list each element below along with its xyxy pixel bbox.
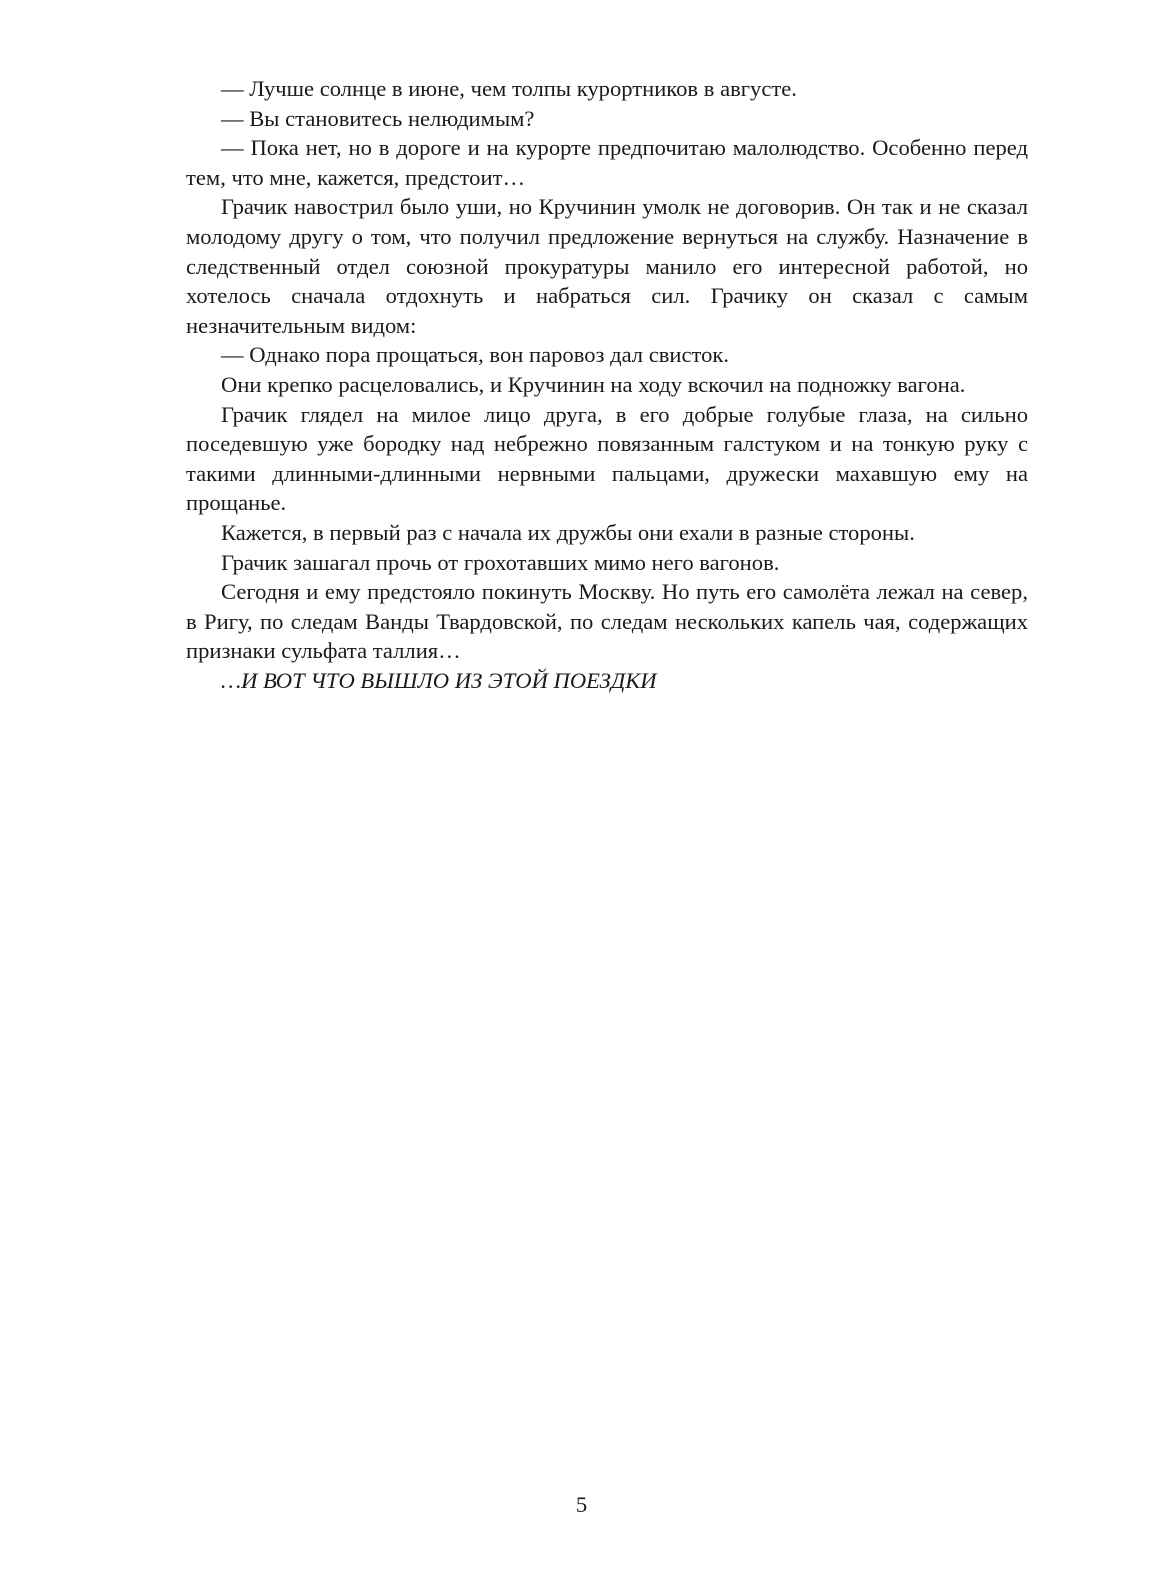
paragraph: Грачик навострил было уши, но Кручинин умолк не договорив. Он так и не сказал молодому другу о том, что получил предложение вернуться на службу. Назначение в следственный отдел союзной прокуратуры манило его интересной работой, но хотелось сначала отдохнуть и набраться сил. Грачику он сказал с самым незначительным видом: — [186, 194, 1028, 338]
paragraph: — Вы становитесь нелюдимым? — [221, 105, 535, 131]
paragraph: — Однако пора прощаться, вон паровоз дал свисток. — [221, 342, 730, 368]
paragraph: Грачик зашагал прочь от грохотавших мимо него вагонов. — [221, 549, 780, 575]
paragraph: Кажется, в первый раз с начала их дружбы они ехали в разные стороны. — [221, 519, 915, 545]
closing-line: …И ВОТ ЧТО ВЫШЛО ИЗ ЭТОЙ ПОЕЗДКИ — [221, 667, 657, 693]
paragraph: — Лучше солнце в июне, чем толпы курортников в августе. — [221, 76, 797, 101]
paragraph: — Пока нет, но в дороге и на курорте предпочитаю малолюдство. Особенно перед тем, что мне, кажется, предстоит… — [186, 135, 1028, 190]
paragraph: Сегодня и ему предстояло покинуть Москву. Но путь его самолёта лежал на север, в Ригу, по следам Ванды Твардовской, по следам нескольких капель чая, содержащих признаки сульфата таллия… — [186, 579, 1028, 664]
page-number: 5 — [575, 1492, 588, 1517]
page-body — [186, 74, 1028, 695]
paragraph: Они крепко расцеловались, и Кручинин на ходу вскочил на подножку вагона. — [221, 371, 966, 397]
paragraph: Грачик глядел на милое лицо друга, в его добрые голубые глаза, на сильно поседевшую уже бородку над небрежно повязанным галстуком и на тонкую руку с такими длинными-длинными нервными пальцами, дружески махавшую ему на прощанье. — [186, 401, 1028, 516]
